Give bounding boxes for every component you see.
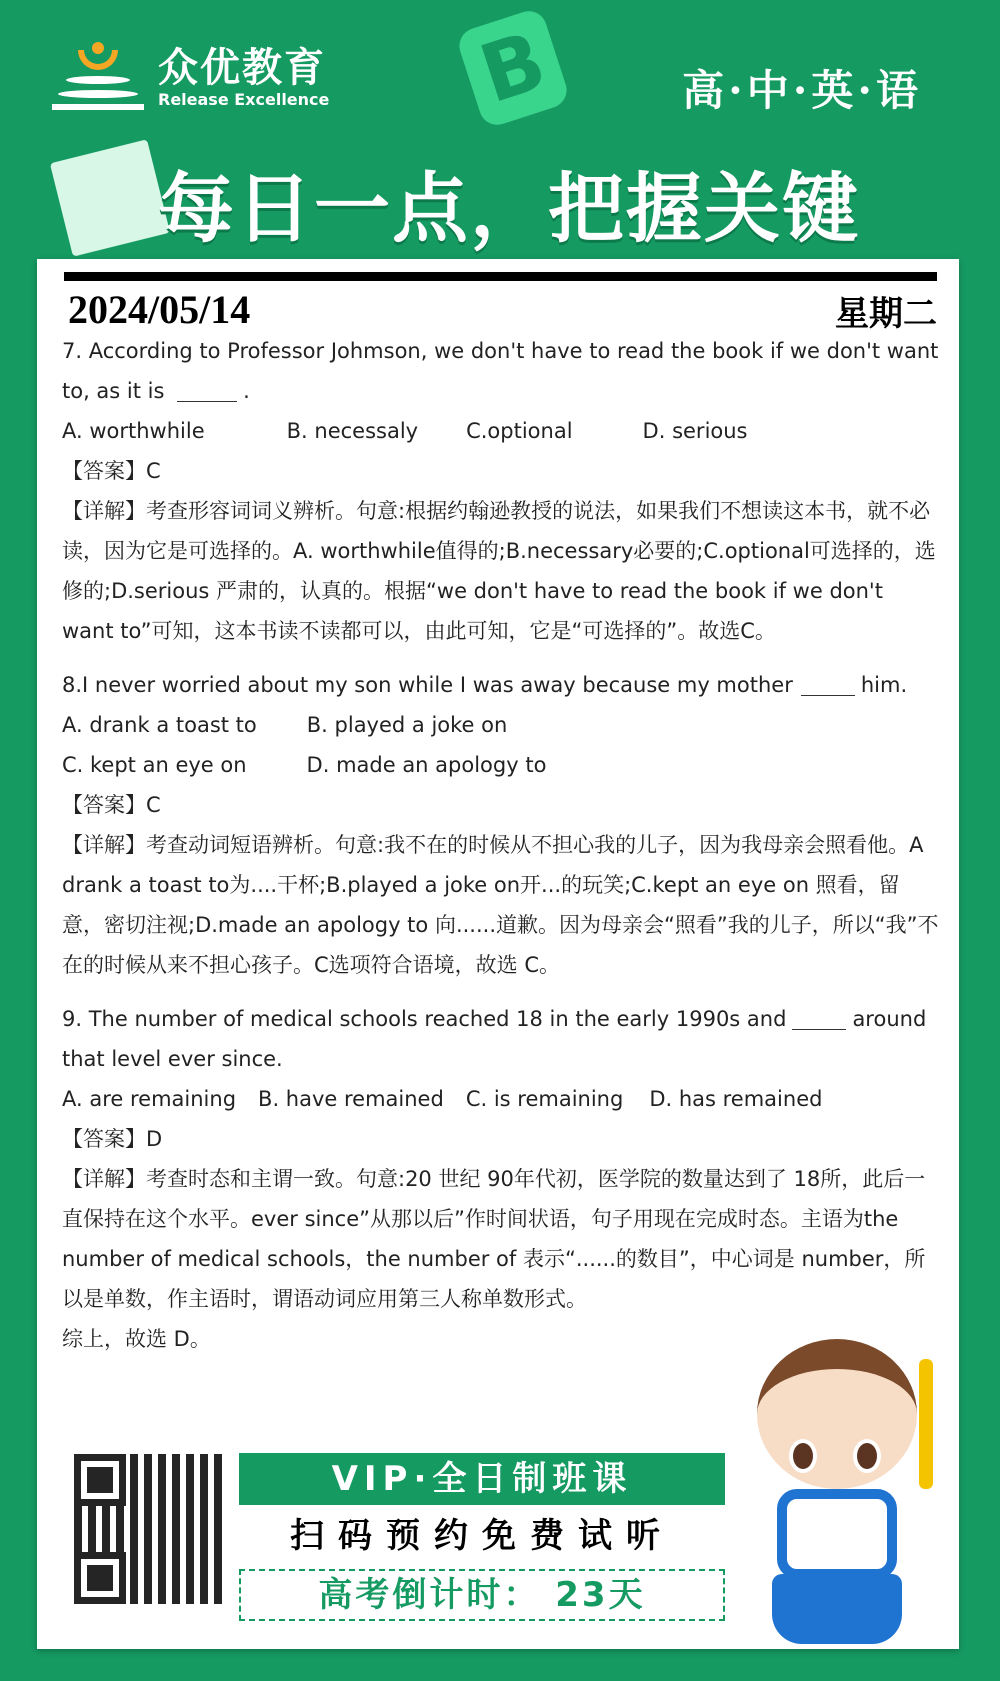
question-9: 9. The number of medical schools reached 18 in the early 1990s and around that level ever since. A. are remaining B. have remained C. is remaining D. has remained 【答案】D 【详解】考查时态和主谓一致。句意:20 世纪 90年代初，医学院的数量达到了 18所，此后一直保持在这个水平。ever since”从那以后”作时间状语，句子用现在完成时态。主语为the number of medical schools，the number of 表示“......的数目”，中心词是 number，所以是单数，作主语时，谓语动词应用第三人称单数形式。 综上，故选 D。: [62, 999, 939, 1359]
explanation: 【详解】考查时态和主谓一致。句意:20 世纪 90年代初，医学院的数量达到了 18所，此后一直保持在这个水平。ever since”从那以后”作时间状语，句子用现在完成时态。主语为the number of medical schools，the number of 表示“......的数目”，中心词是 number，所以是单数，作主语时，谓语动词应用第三人称单数形式。: [62, 1167, 926, 1311]
question-8: 8.I never worried about my son while I was away because my mother him. A. drank a toast to B. played a joke on C. kept an eye on D. made an apology to 【答案】C 【详解】考查动词短语辨析。句意:我不在的时候从不担心我的儿子，因为我母亲会照看他。A drank a toast to为....干杯;B.played a joke on开...的玩笑;C.kept an eye on 照看，留意，密切注视;D.made an apology to 向......道歉。因为母亲会“照看”我的儿子，所以“我”不在的时候从来不担心孩子。C选项符合语境，故选 C。: [62, 665, 939, 985]
explanation: 【详解】考查动词短语辨析。句意:我不在的时候从不担心我的儿子，因为我母亲会照看他。A drank a toast to为....干杯;B.played a joke on开...的玩笑;C.kept an eye on 照看，留意，密切注视;D.made an apology to 向......道歉。因为母亲会“照看”我的儿子，所以“我”不在的时候从来不担心孩子。C选项符合语境，故选 C。: [62, 833, 939, 977]
option-c: C. is remaining: [465, 1087, 624, 1111]
option-a: A. worthwhile: [62, 419, 205, 443]
option-d: D. has remained: [649, 1087, 823, 1111]
headline: 每日一点，把握关键: [158, 164, 860, 253]
qr-code[interactable]: [74, 1454, 224, 1604]
option-d: D. serious: [642, 419, 748, 443]
answer-blank: [792, 1008, 846, 1030]
option-c: C. kept an eye on: [62, 753, 247, 777]
vip-banner: VIP·全日制班课: [239, 1453, 725, 1505]
question-stem: 8.I never worried about my son while I was away because my mother: [62, 673, 793, 697]
explanation: 【详解】考查形容词词义辨析。句意:根据约翰逊教授的说法，如果我们不想读这本书，就不必读，因为它是可选择的。A. worthwhile值得的;B.necessary必要的;C.optional可选择的，选修的;D.serious 严肃的，认真的。根据“we don't have to read the book if we don't want to”可知，这本书读不读都可以，由此可知，它是“可选择的”。故选C。: [62, 499, 936, 643]
papers-icon: [50, 139, 170, 256]
option-b: B. played a joke on: [306, 713, 508, 737]
brand-tagline: Release Excellence: [158, 89, 330, 109]
question-7: 7. According to Professor Johmson, we don't have to read the book if we don't want to, as it is . A. worthwhile B. necessaly C.optional D. serious 【答案】C 【详解】考查形容词词义辨析。句意:根据约翰逊教授的说法，如果我们不想读这本书，就不必读，因为它是可选择的。A. worthwhile值得的;B.necessary必要的;C.optional可选择的，选修的;D.serious 严肃的，认真的。根据“we don't have to read the book if we don't want to”可知，这本书读不读都可以，由此可知，它是“可选择的”。故选C。: [62, 331, 939, 651]
weekday: 星期二: [835, 294, 937, 334]
option-a: A. drank a toast to: [62, 713, 257, 737]
option-b: B. necessaly: [286, 419, 419, 443]
mascot-image: [737, 1339, 937, 1649]
content-card: [37, 259, 959, 1649]
date: 2024/05/14: [68, 287, 251, 332]
question-stem: 7. According to Professor Johmson, we don't have to read the book if we don't want to, as it is: [62, 339, 939, 403]
answer: 【答案】C: [62, 459, 161, 483]
answer-blank: [801, 674, 855, 696]
summary: 综上，故选 D。: [62, 1327, 211, 1351]
option-c: C.optional: [466, 419, 573, 443]
option-d: D. made an apology to: [306, 753, 547, 777]
subject-title: 高·中·英·语: [682, 66, 922, 115]
options: [62, 411, 939, 451]
option-a: A. are remaining: [62, 1087, 237, 1111]
answer: 【答案】C: [62, 793, 161, 817]
letter-b-decoration: B: [455, 7, 571, 130]
exam-countdown: 高考倒计时： 23天: [239, 1569, 725, 1621]
logo-icon: [52, 40, 144, 114]
brand-logo: [52, 40, 329, 114]
scan-prompt: 扫码预约免费试听: [290, 1516, 674, 1556]
question-stem: 9. The number of medical schools reached 18 in the early 1990s and: [62, 1007, 787, 1031]
questions: [62, 331, 939, 1373]
divider: [64, 272, 937, 281]
option-b: B. have remained: [258, 1087, 444, 1111]
brand-name: 众优教育: [158, 44, 326, 91]
answer-blank: [177, 380, 237, 402]
answer: 【答案】D: [62, 1127, 163, 1151]
